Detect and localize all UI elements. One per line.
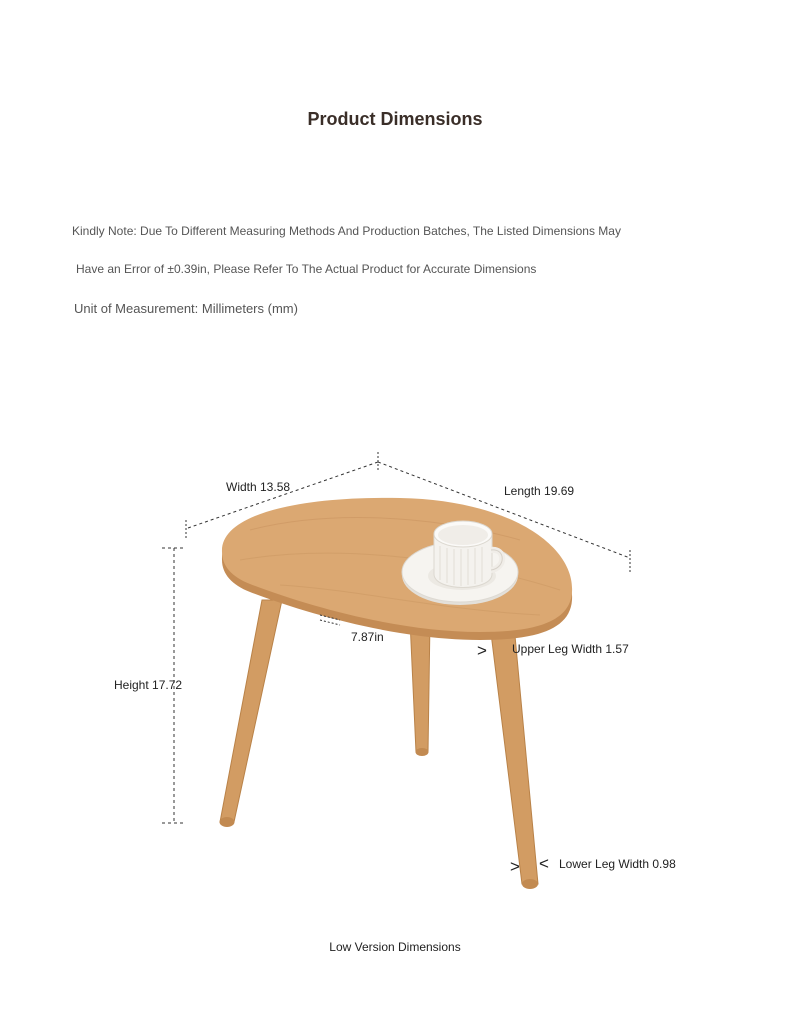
lower-leg-arrow-left-icon: < <box>539 854 549 873</box>
note-line-1: Kindly Note: Due To Different Measuring Methods And Production Batches, The Listed Dimensions May <box>72 224 621 238</box>
lower-leg-label: Lower Leg Width 0.98 <box>559 857 676 871</box>
width-label: Width 13.58 <box>226 480 291 494</box>
top-thickness-label: 7.87in <box>351 630 384 644</box>
upper-leg-arrow-icon: > <box>477 641 487 660</box>
upper-leg-label: Upper Leg Width 1.57 <box>512 642 629 656</box>
note-line-2: Have an Error of ±0.39in, Please Refer To The Actual Product for Accurate Dimensions <box>76 262 537 276</box>
image-caption: Low Version Dimensions <box>329 940 461 954</box>
lower-leg-arrow-right-icon: > <box>510 857 520 876</box>
height-label: Height 17.72 <box>114 678 183 692</box>
unit-of-measurement: Unit of Measurement: Millimeters (mm) <box>74 301 298 316</box>
length-label: Length 19.69 <box>504 484 575 498</box>
page-title: Product Dimensions <box>307 109 483 129</box>
